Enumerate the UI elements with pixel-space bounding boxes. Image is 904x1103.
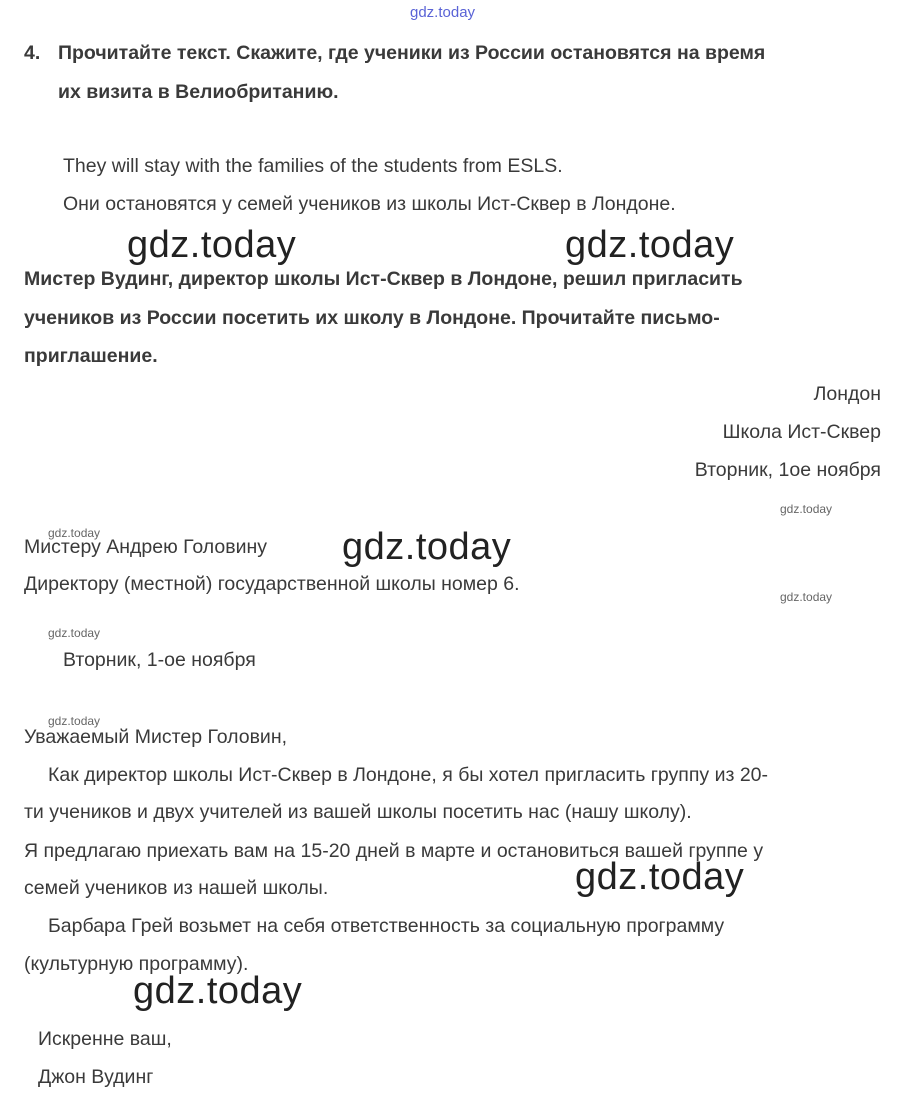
watermark-small-5: gdz.today <box>48 714 101 728</box>
body-p3-line-1: Барбара Грей возьмет на себя ответственность за социальную программу <box>48 915 725 937</box>
sender-date: Вторник, 1ое ноября <box>694 459 881 481</box>
watermark-top: gdz.today <box>410 4 476 21</box>
task-line-1: Прочитайте текст. Скажите, где ученики из России остановятся на время <box>58 42 766 64</box>
letter-greeting: Уважаемый Мистер Головин, <box>24 726 288 748</box>
letter-signature: Джон Вудинг <box>38 1066 154 1088</box>
body-p3-line-2: (культурную программу). <box>24 953 249 975</box>
answer-russian: Они остановятся у семей учеников из школы Ист-Сквер в Лондоне. <box>63 193 676 215</box>
letter-date: Вторник, 1-ое ноября <box>63 649 256 671</box>
watermark-small-4: gdz.today <box>48 626 101 640</box>
body-p1-line-1: Как директор школы Ист-Сквер в Лондоне, я бы хотел пригласить группу из 20- <box>48 764 769 786</box>
task-line-2: их визита в Велиобританию. <box>58 81 339 103</box>
watermark-small-2: gdz.today <box>48 526 101 540</box>
watermark-big-3: gdz.today <box>342 526 512 568</box>
body-p1-line-2: ти учеников и двух учителей из вашей школы посетить нас (нашу школу). <box>24 801 692 823</box>
sender-city: Лондон <box>813 383 881 405</box>
watermark-big-5: gdz.today <box>133 970 303 1012</box>
body-p2-line-1: Я предлагаю приехать вам на 15-20 дней в марте и остановиться вашей группе у <box>24 840 764 862</box>
sender-school: Школа Ист-Сквер <box>722 421 881 443</box>
watermark-big-4: gdz.today <box>575 856 745 898</box>
watermark-big-1: gdz.today <box>127 224 297 266</box>
watermark-big-2: gdz.today <box>565 224 735 266</box>
recipient-name: Мистеру Андрею Головину <box>24 536 268 558</box>
letter-closing: Искренне ваш, <box>38 1028 172 1050</box>
recipient-position: Директору (местной) государственной школы номер 6. <box>24 573 520 595</box>
intro-line-3: приглашение. <box>24 345 158 367</box>
intro-line-2: учеников из России посетить их школу в Лондоне. Прочитайте письмо- <box>24 307 720 329</box>
intro-line-1: Мистер Вудинг, директор школы Ист-Сквер в Лондоне, решил пригласить <box>24 268 743 290</box>
watermark-small-3: gdz.today <box>780 590 833 604</box>
watermark-small-1: gdz.today <box>780 502 833 516</box>
body-p2-line-2: семей учеников из нашей школы. <box>24 877 329 899</box>
answer-english: They will stay with the families of the students from ESLS. <box>63 155 563 177</box>
task-number: 4. <box>24 42 41 64</box>
